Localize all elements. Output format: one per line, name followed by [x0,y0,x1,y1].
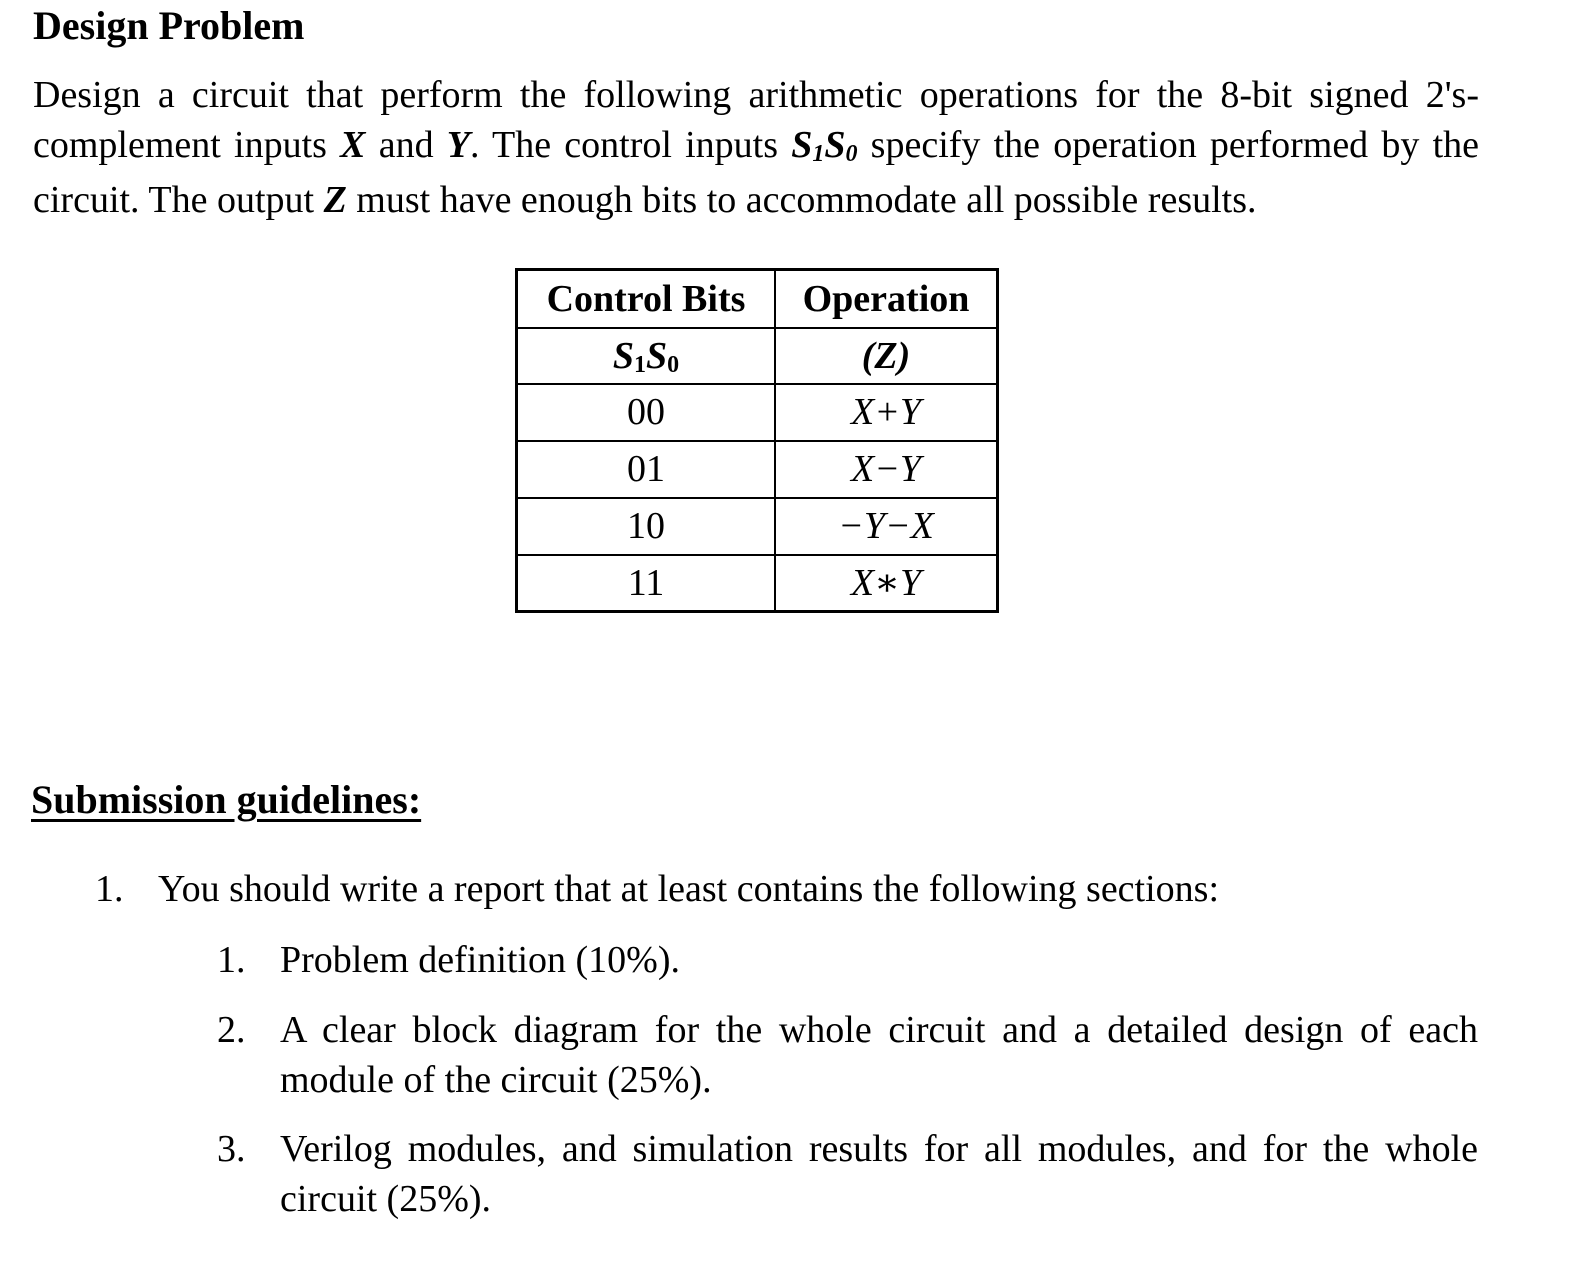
intro-text-4: must have enough bits to accommodate all possible results. [346,179,1257,221]
list-item [0,935,1596,985]
list-number: 1. [95,868,124,910]
list-number: 1. [217,939,246,981]
table-row [517,384,998,441]
problem-statement [33,70,1479,225]
section-title: Design Problem [33,3,305,48]
subheader-s1s0: $S_1S_0$ [517,328,776,384]
list-item [0,1124,1596,1224]
operation-cell: −Y−X [775,498,998,555]
var-x: X [340,124,366,166]
operation-cell: X∗Y [775,555,998,612]
subheader-z: (Z) [775,328,998,384]
list-item [0,1005,1596,1105]
list-text: Problem definition (10%). [280,939,680,981]
var-y: Y [446,124,470,166]
table-subheader-row [517,328,998,384]
intro-text-3: specify the operation performed by the circuit. The output [33,124,1479,221]
table-row [517,555,998,612]
intro-text-1: Design a circuit that perform the following arithmetic operations for the 8-bit signed 2's-complement inputs [33,74,1479,166]
intro-text-2: . The control inputs [469,124,792,166]
var-z: Z [323,179,347,221]
submission-guidelines-heading: Submission guidelines: [31,777,422,822]
control-bits-cell: 00 [517,384,776,441]
table-row [517,498,998,555]
operations-table [515,268,999,613]
control-bits-cell: 01 [517,441,776,498]
var-s0: $S_0$ [824,124,858,167]
list-text: A clear block diagram for the whole circuit and a detailed design of each module of the circuit (25%). [280,1009,1478,1101]
control-bits-cell: 10 [517,498,776,555]
header-control-bits: Control Bits [517,270,776,328]
list-number: 3. [217,1128,246,1170]
table-header-row [517,270,998,328]
operation-cell: X+Y [775,384,998,441]
list-text: Verilog modules, and simulation results for all modules, and for the whole circuit (25%). [280,1128,1478,1220]
intro-and: and [365,124,447,166]
table-row [517,441,998,498]
var-s1: $S_1$ [791,124,825,167]
header-operation: Operation [775,270,998,328]
list-text: You should write a report that at least contains the following sections: [158,868,1220,910]
control-bits-cell: 11 [517,555,776,612]
operation-cell: X−Y [775,441,998,498]
list-item [0,864,1596,914]
list-number: 2. [217,1009,246,1051]
